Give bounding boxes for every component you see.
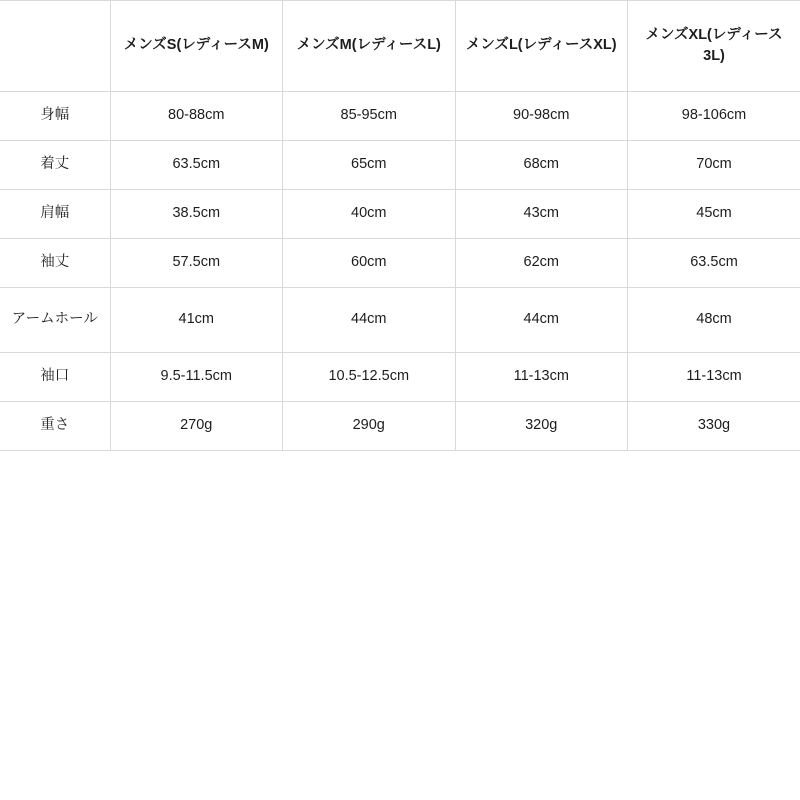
row-label-cuff: 袖口 <box>0 353 110 402</box>
cell-sleeve-m: 60cm <box>283 239 456 288</box>
table-row <box>0 353 800 402</box>
cell-weight-s: 270g <box>110 402 283 451</box>
cell-length-m: 65cm <box>283 141 456 190</box>
cell-length-s: 63.5cm <box>110 141 283 190</box>
cell-armhole-m: 44cm <box>283 288 456 353</box>
table-row <box>0 288 800 353</box>
cell-shoulder-xl: 45cm <box>628 190 800 239</box>
column-header-mens-s: メンズS(レディースM) <box>110 1 283 92</box>
table-header-row <box>0 1 800 92</box>
row-label-sleeve: 袖丈 <box>0 239 110 288</box>
row-label-armhole: アームホール <box>0 288 110 353</box>
cell-length-xl: 70cm <box>628 141 800 190</box>
row-label-shoulder: 肩幅 <box>0 190 110 239</box>
table-row <box>0 92 800 141</box>
table-row <box>0 239 800 288</box>
cell-armhole-l: 44cm <box>455 288 628 353</box>
row-label-bust: 身幅 <box>0 92 110 141</box>
cell-bust-s: 80-88cm <box>110 92 283 141</box>
cell-sleeve-l: 62cm <box>455 239 628 288</box>
table-row <box>0 141 800 190</box>
cell-weight-xl: 330g <box>628 402 800 451</box>
cell-length-l: 68cm <box>455 141 628 190</box>
row-label-weight: 重さ <box>0 402 110 451</box>
cell-armhole-xl: 48cm <box>628 288 800 353</box>
cell-shoulder-s: 38.5cm <box>110 190 283 239</box>
table-header <box>0 1 800 92</box>
cell-weight-l: 320g <box>455 402 628 451</box>
cell-cuff-m: 10.5-12.5cm <box>283 353 456 402</box>
column-header-mens-xl: メンズXL(レディース3L) <box>628 1 800 92</box>
cell-cuff-xl: 11-13cm <box>628 353 800 402</box>
cell-armhole-s: 41cm <box>110 288 283 353</box>
table-corner-cell <box>0 1 110 92</box>
table-row <box>0 190 800 239</box>
cell-bust-xl: 98-106cm <box>628 92 800 141</box>
cell-cuff-s: 9.5-11.5cm <box>110 353 283 402</box>
column-header-mens-m: メンズM(レディースL) <box>283 1 456 92</box>
cell-weight-m: 290g <box>283 402 456 451</box>
column-header-mens-l: メンズL(レディースXL) <box>455 1 628 92</box>
cell-bust-m: 85-95cm <box>283 92 456 141</box>
table-row <box>0 402 800 451</box>
table-body <box>0 92 800 451</box>
cell-cuff-l: 11-13cm <box>455 353 628 402</box>
row-label-length: 着丈 <box>0 141 110 190</box>
cell-shoulder-l: 43cm <box>455 190 628 239</box>
cell-sleeve-xl: 63.5cm <box>628 239 800 288</box>
cell-sleeve-s: 57.5cm <box>110 239 283 288</box>
cell-shoulder-m: 40cm <box>283 190 456 239</box>
cell-bust-l: 90-98cm <box>455 92 628 141</box>
